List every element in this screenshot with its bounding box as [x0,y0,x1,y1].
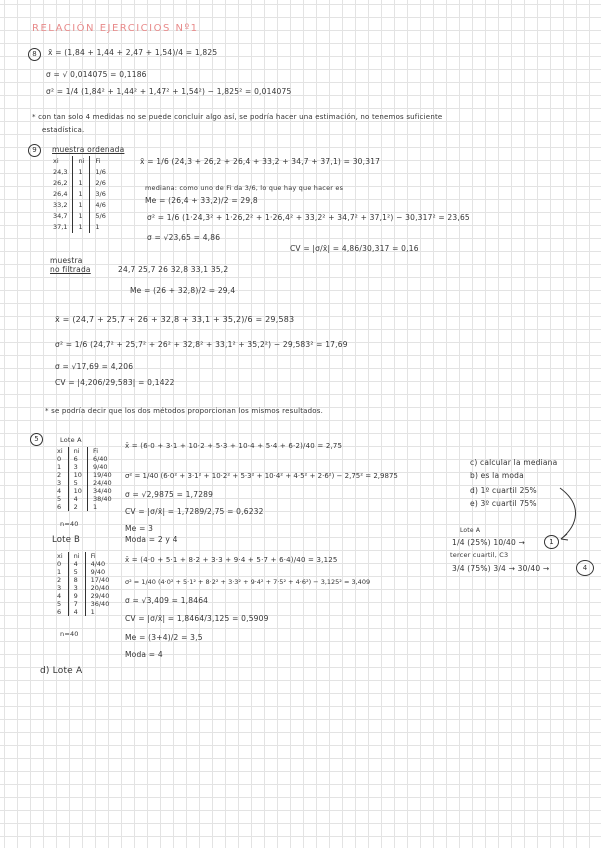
table-row [52,568,114,576]
table-row [48,189,111,200]
table-cell: xi [53,157,59,165]
table-cell: 6 [68,455,87,463]
table-cell: 2 [68,503,87,511]
table-cell: 1 [73,211,90,222]
table-cell: 1 [73,222,90,233]
sorted-frequency-table [48,156,111,233]
table-cell: 6 [57,503,62,511]
table-cell: 4 [68,560,85,568]
lot-a-cv: CV = |σ/x̄| = 1,7289/2,75 = 0,6232 [125,507,264,516]
table-row [52,560,114,568]
ex9-conclusion: * se podría decir que los dos métodos proporcionan los mismos resultados. [45,407,324,415]
lot-a-n: n=40 [60,520,79,528]
table-row [52,487,117,495]
table-cell: 1 [57,463,62,471]
table-cell: 1 [87,503,116,511]
table-cell: 9 [68,592,85,600]
table-cell: ni [68,552,85,560]
table-cell: 4/6 [90,200,111,211]
table-cell: 17/40 [85,576,114,584]
table-cell: 0 [57,560,62,568]
table-cell: Fi [85,552,114,560]
ex9-mean: x̄ = 1/6 (24,3 + 26,2 + 26,4 + 33,2 + 34,7 + 37,1) = 30,317 [140,157,381,166]
table-cell: 5 [68,568,85,576]
lot-a-table [52,447,117,511]
table-row [52,471,117,479]
table-cell: 5 [57,600,62,608]
ex9-median-note: mediana: como uno de Fi da 3/6, lo que hay que hacer es [145,184,344,192]
table-cell: 3 [57,584,62,592]
table-cell: 4/40 [85,560,114,568]
table-cell: 4 [68,495,87,503]
table-cell: 33,2 [53,201,68,209]
lot-a-variance: σ² = 1/40 (6·0² + 3·1² + 10·2² + 5·3² + 10·4² + 4·5² + 2·6²) − 2,75² = 2,9875 [125,472,398,480]
table-cell: 2/6 [90,178,111,189]
table-cell: xi [57,552,63,560]
table-cell: ni [68,447,87,455]
table-row [52,592,114,600]
table-cell: 4 [57,487,62,495]
exercise-number-5: 5 [30,433,43,446]
table-cell: Fi [90,156,111,167]
table-cell: 9/40 [85,568,114,576]
table-cell: 26,4 [53,190,68,198]
table-cell: 5/6 [90,211,111,222]
ex8-mean: x̄ = (1,84 + 1,44 + 2,47 + 1,54)/4 = 1,825 [48,48,218,57]
table-cell: 1 [73,178,90,189]
table-cell: 8 [68,576,85,584]
exercise-number-9: 9 [28,144,41,157]
table-header [52,447,117,455]
ex8-variance: σ² = 1/4 (1,84² + 1,44² + 1,47² + 1,54²) − 1,825² = 0,014075 [46,87,292,96]
table-cell: 7 [68,600,85,608]
table-row [52,576,114,584]
table-cell: 24,3 [53,168,68,176]
lot-a-sd: σ = √2,9875 = 1,7289 [125,490,214,499]
lot-a-label: Lote A [60,436,82,444]
table-cell: 37,1 [53,223,68,231]
table-cell: 5 [57,495,62,503]
table-cell: 1 [57,568,62,576]
table-header [52,552,114,560]
table-row [52,584,114,592]
table-cell: 20/40 [85,584,114,592]
side-lot-label: Lote A [460,527,481,534]
ex9-variance: σ² = 1/6 (1·24,3² + 1·26,2² + 1·26,4² + 33,2² + 34,7² + 37,1²) − 30,317² = 23,65 [147,213,470,222]
table-cell: 10 [68,471,87,479]
table-cell: 34,7 [53,212,68,220]
lot-b-sd: σ = √3,409 = 1,8464 [125,596,209,605]
lot-b-median: Me = (3+4)/2 = 3,5 [125,633,203,642]
table-cell: 10 [68,487,87,495]
table-cell: Fi [87,447,116,455]
table-cell: 3/6 [90,189,111,200]
ex9-variance-2: σ² = 1/6 (24,7² + 25,7² + 26² + 32,8² + 33,1² + 35,2²) − 29,583² = 17,69 [55,340,348,349]
ex8-sd: σ = √ 0,014075 = 0,1186 [46,70,147,79]
table-cell: 2 [57,576,62,584]
table-row [52,479,117,487]
sorted-sample-label: muestra ordenada [52,145,125,154]
lot-b-cv: CV = |σ/x̄| = 1,8464/3,125 = 0,5909 [125,614,269,623]
ex9-median-2: Me = (26 + 32,8)/2 = 29,4 [130,286,236,295]
table-cell: 2 [57,471,62,479]
table-row [52,503,117,511]
table-cell: 9/40 [87,463,116,471]
side-q3: 3/4 (75%) 3/4 → 30/40 → [452,564,550,573]
table-cell: 26,2 [53,179,68,187]
side-note-c: c) calcular la mediana [470,458,558,467]
side-q1: 1/4 (25%) 10/40 → [452,538,526,547]
unfiltered-label: muestra [50,256,83,265]
table-cell: 1/6 [90,167,111,178]
lot-b-mean: x̄ = (4·0 + 5·1 + 8·2 + 3·3 + 9·4 + 5·7 + 6·4)/40 = 3,125 [125,556,338,564]
ex8-note: * con tan solo 4 medidas no se puede concluir algo así, se podría hacer una estimación, no tenemos suficiente [32,113,443,121]
table-cell: 1 [73,200,90,211]
unfiltered-values: 24,7 25,7 26 32,8 33,1 35,2 [118,265,229,274]
lot-b-table [52,552,114,616]
exercise-number-8: 8 [28,48,41,61]
table-row [52,608,114,616]
ex9-sd: σ = √23,65 = 4,86 [147,233,221,242]
table-header [48,156,111,167]
ex9-cv-2: CV = |4,206/29,583| = 0,1422 [55,378,175,387]
q1-answer: 1 [544,535,559,549]
lot-b-n: n=40 [60,630,79,638]
lot-a-mean: x̄ = (6·0 + 3·1 + 10·2 + 5·3 + 10·4 + 5·4 + 6·2)/40 = 2,75 [125,442,343,450]
table-row [52,463,117,471]
table-cell: 6 [57,608,62,616]
table-cell: 19/40 [87,471,116,479]
table-row [48,211,111,222]
table-row [48,178,111,189]
ex8-note-cont: estadística. [42,126,85,134]
table-row [52,600,114,608]
table-cell: 3 [68,584,85,592]
side-q3-label: tercer cuartil, C3 [450,551,509,559]
table-cell: 3 [57,479,62,487]
table-cell: 34/40 [87,487,116,495]
table-cell: 36/40 [85,600,114,608]
table-cell: 4 [57,592,62,600]
table-row [52,495,117,503]
table-cell: 0 [57,455,62,463]
ex9-median: Me = (26,4 + 33,2)/2 = 29,8 [145,196,258,205]
table-cell: 1 [90,222,111,233]
ex9-mean-2: x̄ = (24,7 + 25,7 + 26 + 32,8 + 33,1 + 35,2)/6 = 29,583 [55,315,295,324]
table-cell: 4 [68,608,85,616]
table-cell: 6/40 [87,455,116,463]
lot-b-label: Lote B [52,535,81,545]
ex9-sd-2: σ = √17,69 = 4,206 [55,362,134,371]
table-row [48,200,111,211]
table-cell: 1 [73,189,90,200]
table-row [48,222,111,233]
page-title: RELACIÓN EJERCICIOS Nº1 [32,23,199,34]
table-cell: xi [57,447,63,455]
unfiltered-label-2: no filtrada [50,265,91,274]
table-cell: 29/40 [85,592,114,600]
q3-answer: 4 [576,560,594,576]
ex9-cv: CV = |σ/x̄| = 4,86/30,317 = 0,16 [290,244,419,253]
table-cell: 1 [85,608,114,616]
lot-b-mode: Moda = 4 [125,650,163,659]
table-cell: 24/40 [87,479,116,487]
table-cell: 38/40 [87,495,116,503]
table-row [52,455,117,463]
lot-b-variance: σ² = 1/40 (4·0² + 5·1² + 8·2² + 3·3² + 9·4² + 7·5² + 4·6²) − 3,125² = 3,409 [125,578,371,586]
table-cell: ni [73,156,90,167]
side-note-e: e) 3º cuartil 75% [470,499,537,508]
table-cell: 3 [68,463,87,471]
table-cell: 1 [73,167,90,178]
part-d-label: d) Lote A [40,666,83,676]
lot-a-median: Me = 3 [125,524,154,533]
lot-a-mode: Moda = 2 y 4 [125,535,178,544]
table-row [48,167,111,178]
table-cell: 5 [68,479,87,487]
side-note-d: d) 1º cuartil 25% [470,486,537,495]
side-note-b: b) es la moda [470,471,524,480]
